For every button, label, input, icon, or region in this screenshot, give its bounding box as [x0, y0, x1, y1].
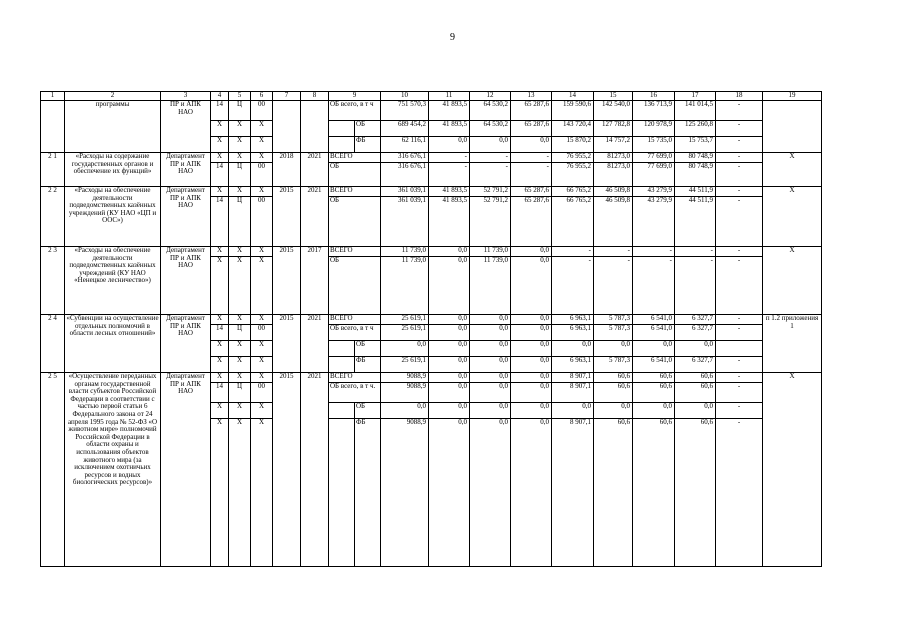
column-number: 5	[229, 92, 251, 101]
start-year: 2015	[273, 315, 301, 373]
amount-cell: 14 757,2	[594, 137, 633, 153]
amount-cell: 66 765,2	[552, 187, 594, 197]
amount-cell: 6 963,1	[552, 325, 594, 341]
amount-cell: 0,0	[429, 325, 470, 341]
amount-cell: 6 541,0	[633, 315, 675, 325]
amount-cell: 6 963,1	[552, 315, 594, 325]
amount-cell: 0,0	[429, 137, 470, 153]
amount-cell: 0,0	[470, 403, 511, 419]
amount-cell: 0,0	[429, 357, 470, 373]
indicator-cell: -	[716, 373, 763, 383]
executor: Департамент ПР и АПК НАО	[161, 373, 211, 567]
amount-cell: 52 791,2	[470, 197, 511, 247]
code-cell: Х	[229, 357, 251, 373]
amount-cell: 0,0	[429, 257, 470, 315]
amount-cell: 0,0	[470, 383, 511, 403]
amount-cell: 60,6	[594, 419, 633, 567]
amount-cell: 8 907,1	[552, 419, 594, 567]
end-year: 2017	[301, 247, 329, 315]
amount-cell: 0,0	[470, 419, 511, 567]
amount-cell: -	[511, 153, 552, 163]
reference-cell	[763, 101, 822, 153]
amount-cell: 361 039,1	[381, 197, 429, 247]
column-number: 4	[211, 92, 229, 101]
code-cell: Х	[251, 315, 273, 325]
amount-cell: 15 735,0	[633, 137, 675, 153]
code-cell: Х	[229, 153, 251, 163]
code-cell: Ц	[229, 197, 251, 247]
column-number: 13	[511, 92, 552, 101]
amount-cell: 60,6	[633, 419, 675, 567]
indicator-cell: -	[716, 257, 763, 315]
funding-source: ОБ	[329, 197, 381, 247]
reference-cell: Х	[763, 247, 822, 315]
amount-cell: 6 327,7	[675, 315, 716, 325]
source-spacer	[329, 121, 355, 137]
row-number: 2 2	[41, 187, 65, 247]
table-row	[41, 153, 822, 163]
code-cell: 00	[251, 383, 273, 403]
code-cell: Ц	[229, 163, 251, 187]
amount-cell: 65 287,6	[511, 197, 552, 247]
amount-cell: 64 530,2	[470, 101, 511, 121]
column-number: 2	[65, 92, 161, 101]
funding-source: ФБ	[355, 357, 381, 373]
executor: Департамент ПР и АПК НАО	[161, 153, 211, 187]
row-number: 2 5	[41, 373, 65, 567]
funding-source: ОБ	[329, 163, 381, 187]
code-cell: Х	[251, 403, 273, 419]
amount-cell: 159 590,6	[552, 101, 594, 121]
funding-source: ОБ	[329, 257, 381, 315]
code-cell: Х	[251, 341, 273, 357]
code-cell: 00	[251, 197, 273, 247]
source-spacer	[329, 137, 355, 153]
column-number: 11	[429, 92, 470, 101]
table-row	[41, 247, 822, 257]
code-cell: Х	[211, 315, 229, 325]
amount-cell: 361 039,1	[381, 187, 429, 197]
amount-cell: 143 720,4	[552, 121, 594, 137]
funding-source: ОБ всего, в т ч	[329, 325, 381, 341]
column-number: 18	[716, 92, 763, 101]
reference-cell: Х	[763, 187, 822, 247]
amount-cell: 60,6	[594, 373, 633, 383]
code-cell: Х	[251, 153, 273, 163]
amount-cell: 0,0	[429, 341, 470, 357]
end-year	[301, 101, 329, 153]
source-spacer	[329, 341, 355, 357]
executor: ПР и АПК НАО	[161, 101, 211, 153]
amount-cell: 0,0	[381, 341, 429, 357]
code-cell: Х	[229, 315, 251, 325]
code-cell: Х	[229, 137, 251, 153]
amount-cell: -	[429, 163, 470, 187]
amount-cell: 0,0	[429, 315, 470, 325]
amount-cell: 0,0	[511, 373, 552, 383]
amount-cell: 76 955,2	[552, 153, 594, 163]
amount-cell: 0,0	[429, 373, 470, 383]
amount-cell: 25 619,1	[381, 325, 429, 341]
indicator-cell: -	[716, 247, 763, 257]
amount-cell: -	[675, 257, 716, 315]
table-row	[41, 187, 822, 197]
code-cell: Х	[229, 419, 251, 567]
code-cell: Х	[251, 121, 273, 137]
amount-cell: 46 509,8	[594, 197, 633, 247]
amount-cell: 0,0	[511, 325, 552, 341]
amount-cell: 11 739,0	[470, 257, 511, 315]
amount-cell: 41 893,5	[429, 101, 470, 121]
amount-cell: 81273,0	[594, 163, 633, 187]
amount-cell: 6 963,1	[552, 357, 594, 373]
amount-cell: 316 676,1	[381, 163, 429, 187]
end-year: 2021	[301, 187, 329, 247]
column-number: 12	[470, 92, 511, 101]
funding-source: ФБ	[355, 137, 381, 153]
amount-cell: 127 782,8	[594, 121, 633, 137]
code-cell: 00	[251, 163, 273, 187]
amount-cell: 0,0	[429, 247, 470, 257]
indicator-cell: -	[716, 383, 763, 403]
amount-cell: 0,0	[511, 137, 552, 153]
row-number: 2 3	[41, 247, 65, 315]
amount-cell: 0,0	[470, 315, 511, 325]
executor: Департамент ПР и АПК НАО	[161, 247, 211, 315]
source-spacer	[329, 419, 355, 567]
amount-cell: 0,0	[552, 341, 594, 357]
funding-source: ВСЕГО	[329, 247, 381, 257]
amount-cell: 9088,9	[381, 419, 429, 567]
amount-cell: -	[675, 247, 716, 257]
row-number: 2 4	[41, 315, 65, 373]
code-cell: Ц	[229, 383, 251, 403]
code-cell: Ц	[229, 325, 251, 341]
amount-cell: 65 287,6	[511, 101, 552, 121]
amount-cell: 0,0	[633, 341, 675, 357]
page-number: 9	[450, 32, 455, 43]
amount-cell: 15 870,2	[552, 137, 594, 153]
column-number: 6	[251, 92, 273, 101]
amount-cell: 64 530,2	[470, 121, 511, 137]
amount-cell: 76 955,2	[552, 163, 594, 187]
amount-cell: 11 739,0	[381, 247, 429, 257]
reference-cell: Х	[763, 373, 822, 567]
amount-cell: 60,6	[633, 373, 675, 383]
funding-source: ВСЕГО	[329, 187, 381, 197]
amount-cell: 0,0	[511, 341, 552, 357]
code-cell: 14	[211, 101, 229, 121]
code-cell: Х	[211, 419, 229, 567]
amount-cell: 80 748,9	[675, 163, 716, 187]
amount-cell: 0,0	[429, 383, 470, 403]
amount-cell: 60,6	[675, 419, 716, 567]
amount-cell: 11 739,0	[381, 257, 429, 315]
row-number: 2 1	[41, 153, 65, 187]
indicator-cell: -	[716, 197, 763, 247]
amount-cell: 46 509,8	[594, 187, 633, 197]
code-cell: Ц	[229, 101, 251, 121]
start-year: 2015	[273, 247, 301, 315]
code-cell: Х	[251, 419, 273, 567]
column-number: 7	[273, 92, 301, 101]
measure-name: «Расходы на обеспечение деятельности подведомственных казённых учреждений (КУ НАО «Ненецкое лесничество»)	[65, 247, 161, 315]
indicator-cell: -	[716, 187, 763, 197]
column-number: 17	[675, 92, 716, 101]
code-cell: Х	[229, 403, 251, 419]
amount-cell: 0,0	[470, 137, 511, 153]
measure-name: «Расходы на содержание государственных органов и обеспечение их функций»	[65, 153, 161, 187]
amount-cell: -	[429, 153, 470, 163]
amount-cell: 5 787,3	[594, 325, 633, 341]
indicator-cell: -	[716, 315, 763, 325]
amount-cell: 77 699,0	[633, 153, 675, 163]
indicator-cell: -	[716, 121, 763, 137]
column-number: 10	[381, 92, 429, 101]
amount-cell: 0,0	[470, 373, 511, 383]
amount-cell: 0,0	[429, 419, 470, 567]
start-year: 2018	[273, 153, 301, 187]
amount-cell: 25 619,1	[381, 357, 429, 373]
amount-cell: 6 327,7	[675, 325, 716, 341]
code-cell: Х	[211, 257, 229, 315]
amount-cell: 142 540,0	[594, 101, 633, 121]
measure-name: «Осуществление переданных органам государственной власти субъектов Российской Федерации в соответствии с частью первой статьи 6 Федерального закона от 24 апреля 1995 года № 52-ФЗ «О животном мире» полномочий Российской Федерации в области охраны и использования объектов животного мира (за исключением охотничьих ресурсов и водных биологических ресурсов)»	[65, 373, 161, 567]
code-cell: Х	[211, 137, 229, 153]
end-year: 2021	[301, 373, 329, 567]
amount-cell: 60,6	[675, 383, 716, 403]
amount-cell: 60,6	[594, 383, 633, 403]
code-cell: Х	[229, 341, 251, 357]
amount-cell: 316 676,1	[381, 153, 429, 163]
code-cell: 14	[211, 163, 229, 187]
amount-cell: 5 787,3	[594, 357, 633, 373]
amount-cell: 0,0	[511, 257, 552, 315]
amount-cell: 0,0	[511, 357, 552, 373]
funding-source: ВСЕГО	[329, 373, 381, 383]
amount-cell: 6 327,7	[675, 357, 716, 373]
funding-source: ВСЕГО	[329, 153, 381, 163]
amount-cell: -	[552, 247, 594, 257]
source-spacer	[329, 357, 355, 373]
funding-source: ОБ	[355, 403, 381, 419]
amount-cell: 0,0	[381, 403, 429, 419]
code-cell: Х	[251, 247, 273, 257]
amount-cell: -	[552, 257, 594, 315]
amount-cell: 8 907,1	[552, 373, 594, 383]
indicator-cell: -	[716, 163, 763, 187]
amount-cell: 41 893,5	[429, 121, 470, 137]
code-cell: Х	[211, 357, 229, 373]
code-cell: Х	[229, 121, 251, 137]
amount-cell: 9088,9	[381, 383, 429, 403]
code-cell: Х	[251, 257, 273, 315]
table-row	[41, 101, 822, 121]
measure-name: программы	[65, 101, 161, 153]
amount-cell: 0,0	[594, 403, 633, 419]
code-cell: 14	[211, 325, 229, 341]
code-cell: Х	[211, 403, 229, 419]
funding-source: ФБ	[355, 419, 381, 567]
code-cell: Х	[229, 247, 251, 257]
code-cell: Х	[229, 187, 251, 197]
amount-cell: 41 893,5	[429, 197, 470, 247]
amount-cell: 0,0	[633, 403, 675, 419]
indicator-cell: -	[716, 101, 763, 121]
start-year: 2015	[273, 373, 301, 567]
start-year: 2015	[273, 187, 301, 247]
code-cell: Х	[211, 247, 229, 257]
code-cell: Х	[211, 187, 229, 197]
source-spacer	[329, 403, 355, 419]
amount-cell: 9088,9	[381, 373, 429, 383]
indicator-cell	[716, 341, 763, 357]
column-number: 8	[301, 92, 329, 101]
code-cell: 00	[251, 325, 273, 341]
amount-cell: 43 279,9	[633, 197, 675, 247]
indicator-cell: -	[716, 357, 763, 373]
amount-cell: 0,0	[675, 403, 716, 419]
amount-cell: 125 260,8	[675, 121, 716, 137]
executor: Департамент ПР и АПК НАО	[161, 187, 211, 247]
column-number: 3	[161, 92, 211, 101]
indicator-cell: -	[716, 419, 763, 567]
executor: Департамент ПР и АПК НАО	[161, 315, 211, 373]
amount-cell: 0,0	[511, 315, 552, 325]
amount-cell: 751 570,3	[381, 101, 429, 121]
amount-cell: -	[470, 153, 511, 163]
amount-cell: -	[470, 163, 511, 187]
code-cell: Х	[211, 121, 229, 137]
indicator-cell: -	[716, 325, 763, 341]
amount-cell: 81273,0	[594, 153, 633, 163]
amount-cell: 0,0	[675, 341, 716, 357]
amount-cell: 25 619,1	[381, 315, 429, 325]
amount-cell: 0,0	[429, 403, 470, 419]
amount-cell: 52 791,2	[470, 187, 511, 197]
amount-cell: 0,0	[470, 325, 511, 341]
amount-cell: 11 739,0	[470, 247, 511, 257]
budget-table	[40, 91, 822, 567]
amount-cell: 0,0	[470, 341, 511, 357]
amount-cell: 0,0	[511, 419, 552, 567]
end-year: 2021	[301, 153, 329, 187]
code-cell: Х	[229, 373, 251, 383]
amount-cell: -	[594, 247, 633, 257]
row-number	[41, 101, 65, 153]
funding-source: ОБ	[355, 341, 381, 357]
code-cell: 00	[251, 101, 273, 121]
amount-cell: 0,0	[594, 341, 633, 357]
code-cell: Х	[211, 153, 229, 163]
code-cell: Х	[251, 137, 273, 153]
funding-source: ВСЕГО	[329, 315, 381, 325]
amount-cell: 66 765,2	[552, 197, 594, 247]
funding-source: ОБ всего, в т ч.	[329, 383, 381, 403]
amount-cell: 136 713,9	[633, 101, 675, 121]
indicator-cell: -	[716, 403, 763, 419]
amount-cell: -	[633, 247, 675, 257]
code-cell: Х	[251, 373, 273, 383]
amount-cell: -	[511, 163, 552, 187]
code-cell: Х	[211, 373, 229, 383]
column-number: 1	[41, 92, 65, 101]
amount-cell: 0,0	[470, 357, 511, 373]
funding-source: ОБ всего, в т ч	[329, 101, 381, 121]
code-cell: 14	[211, 383, 229, 403]
amount-cell: 44 511,9	[675, 187, 716, 197]
column-number: 9	[329, 92, 381, 101]
table-row	[41, 315, 822, 325]
amount-cell: 65 287,6	[511, 187, 552, 197]
header-row	[41, 92, 822, 101]
amount-cell: 5 787,3	[594, 315, 633, 325]
column-number: 16	[633, 92, 675, 101]
amount-cell: 77 699,0	[633, 163, 675, 187]
indicator-cell: -	[716, 153, 763, 163]
amount-cell: 15 753,7	[675, 137, 716, 153]
column-number: 19	[763, 92, 822, 101]
measure-name: «Расходы на обеспечение деятельности подведомственных казённых учреждений (КУ НАО «ЦП и ООС»)	[65, 187, 161, 247]
amount-cell: 0,0	[511, 383, 552, 403]
amount-cell: 0,0	[511, 247, 552, 257]
code-cell: Х	[211, 341, 229, 357]
code-cell: Х	[251, 357, 273, 373]
amount-cell: 41 893,5	[429, 187, 470, 197]
amount-cell: 62 116,1	[381, 137, 429, 153]
amount-cell: 6 541,0	[633, 325, 675, 341]
amount-cell: 65 287,6	[511, 121, 552, 137]
reference-cell: Х	[763, 153, 822, 187]
amount-cell: 60,6	[633, 383, 675, 403]
amount-cell: 689 454,2	[381, 121, 429, 137]
amount-cell: 6 541,0	[633, 357, 675, 373]
amount-cell: 8 907,1	[552, 383, 594, 403]
code-cell: 14	[211, 197, 229, 247]
table-row	[41, 373, 822, 383]
amount-cell: -	[594, 257, 633, 315]
reference-cell: п 1.2 приложения 1	[763, 315, 822, 373]
amount-cell: 0,0	[552, 403, 594, 419]
amount-cell: 80 748,9	[675, 153, 716, 163]
amount-cell: 43 279,9	[633, 187, 675, 197]
amount-cell: 44 511,9	[675, 197, 716, 247]
end-year: 2021	[301, 315, 329, 373]
amount-cell: 120 978,9	[633, 121, 675, 137]
funding-source: ОБ	[355, 121, 381, 137]
indicator-cell: -	[716, 137, 763, 153]
amount-cell: 0,0	[511, 403, 552, 419]
start-year	[273, 101, 301, 153]
column-number: 15	[594, 92, 633, 101]
amount-cell: 141 014,5	[675, 101, 716, 121]
measure-name: «Субвенции на осуществление отдельных полномочий в области лесных отношений»	[65, 315, 161, 373]
amount-cell: 60,6	[675, 373, 716, 383]
code-cell: Х	[229, 257, 251, 315]
code-cell: Х	[251, 187, 273, 197]
amount-cell: -	[633, 257, 675, 315]
column-number: 14	[552, 92, 594, 101]
